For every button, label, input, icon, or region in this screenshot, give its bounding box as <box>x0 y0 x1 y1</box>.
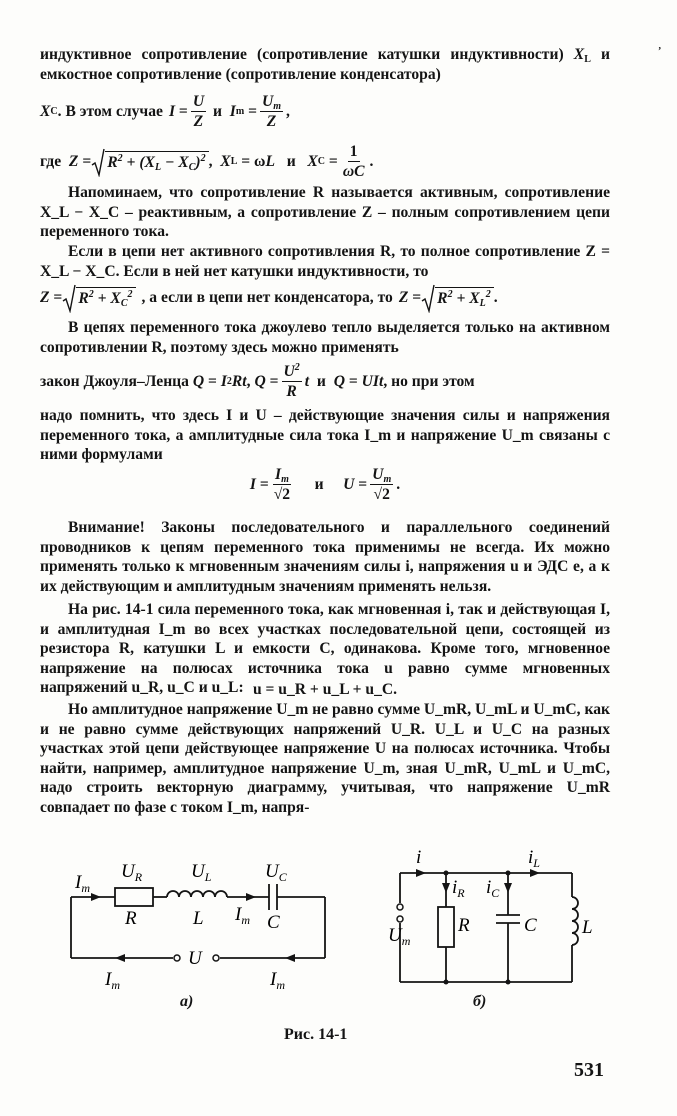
figure-label-a: а) <box>180 993 194 1010</box>
label-C: C <box>267 912 280 933</box>
paragraph-series-circuit: На рис. 14-1 сила переменного тока, как мгновенная i, так и действующая I, и амплитудная I_m во всех участках последовательной цепи, состоящей из резистора R, катушки L и емкости С, одинакова. Кроме того, мгновенное напряжение на полюсах источника тока u равно сумме мгновенных напряжений u_R, u_C и u_L: <box>40 601 610 697</box>
attention-label: Внимание! <box>68 519 145 536</box>
label-iL: $i_L$ <box>528 847 540 870</box>
circuit-diagram-parallel <box>380 845 600 995</box>
label-UL: $U_L$ <box>191 861 212 884</box>
label-Im-left: $I_m$ <box>75 872 90 895</box>
label-R-parallel: R <box>458 915 470 936</box>
figure-caption: Рис. 14-1 <box>284 1026 348 1043</box>
label-C-parallel: C <box>524 915 537 936</box>
figure-label-b: б) <box>473 993 487 1010</box>
formula-row-impedance: где Z = $R^2 + (X_L - X_C)^2$ , X L = ω L и X C = 1 ωC . <box>40 143 374 180</box>
formula-row-joule-lenz: закон Джоуля–Ленца Q = I 2 Rt , Q = $U^2$ R t и Q = UIt , но при этом <box>40 362 475 400</box>
paragraph-attention: Внимание! Законы последовательного и параллельного соединений проводников к цепям переменного тока применимы не всегда. Их можно применять только к мгновенным значениям силы i, напряжения u и ЭДС e, а к их действующим и амплитудным значениям применять нельзя. <box>40 519 610 595</box>
formula-row-impedance-cases: Z = $R^2 + X_C^2$ , а если в цепи нет конденсатора, то Z = $R^2 + X_L^2$ . <box>40 283 610 313</box>
label-iC: $i_C$ <box>486 877 500 900</box>
paragraph-intro: индуктивное сопротивление (сопротивление катушки индуктивности) $X_L$ и емкостное сопротивление (сопротивление конденсатора) <box>40 46 610 83</box>
paragraph-effective-values: надо помнить, что здесь I и U – действующие значения силы и напряжения переменного тока, а амплитудные сила тока I_m и напряжение U_m связаны с ними формулами <box>40 407 610 464</box>
label-L-parallel: L <box>582 917 593 938</box>
label-iR: $i_R$ <box>452 877 465 900</box>
label-R: R <box>125 908 137 929</box>
label-Im-bottom-right: $I_m$ <box>270 969 285 992</box>
label-i: i <box>416 847 422 868</box>
paragraph-full-impedance: Если в цепи нет активного сопротивления R, то полное сопротивление Z = X_L − X_C. Если в ней нет катушки индуктивности, то <box>40 243 610 280</box>
formula-row-effective: I = $I_m$ √2 и U = $U_m$ √2 . <box>249 466 401 503</box>
paragraph-joule-heat: В цепях переменного тока джоулево тепло выделяется только на активном сопротивлении R, поэтому здесь можно применять <box>40 319 610 356</box>
page-number: 531 <box>574 1059 604 1081</box>
label-L: L <box>193 908 204 929</box>
label-U: U <box>188 948 202 969</box>
formula-instant-voltage: u = u_R + u_L + u_C. <box>252 681 398 698</box>
label-UC: $U_C$ <box>265 861 287 884</box>
margin-mark: ’ <box>658 46 662 57</box>
formula-row-current: X C . В этом случае I = U Z и I m = $U_m$ Z , <box>40 93 290 130</box>
label-UR: $U_R$ <box>121 861 143 884</box>
paragraph-reactance: Напоминаем, что сопротивление R называется активным, сопротивление X_L − X_C – реактивным, а сопротивление Z – полным сопротивлением цепи переменного тока. <box>40 184 610 241</box>
label-Im-bottom-left: $I_m$ <box>105 969 120 992</box>
label-Um: $U_m$ <box>388 925 411 948</box>
paragraph-amplitude: Но амплитудное напряжение U_m не равно сумме U_mR, U_mL и U_mC, как и не равно сумме действующих напряжений U_R. U_L и U_C на разных участках этой цепи действующее напряжение U на полюсах источника. Чтобы найти, например, амплитудное напряжение U_m, зная U_mR, U_mL и U_mC, надо строить векторную диаграмму, учитывая, что напряжение U_mR совпадает по фазе с током I_m, напря- <box>40 701 611 816</box>
label-Im-mid: $I_m$ <box>235 904 250 927</box>
circuit-diagram-series <box>55 850 345 1000</box>
